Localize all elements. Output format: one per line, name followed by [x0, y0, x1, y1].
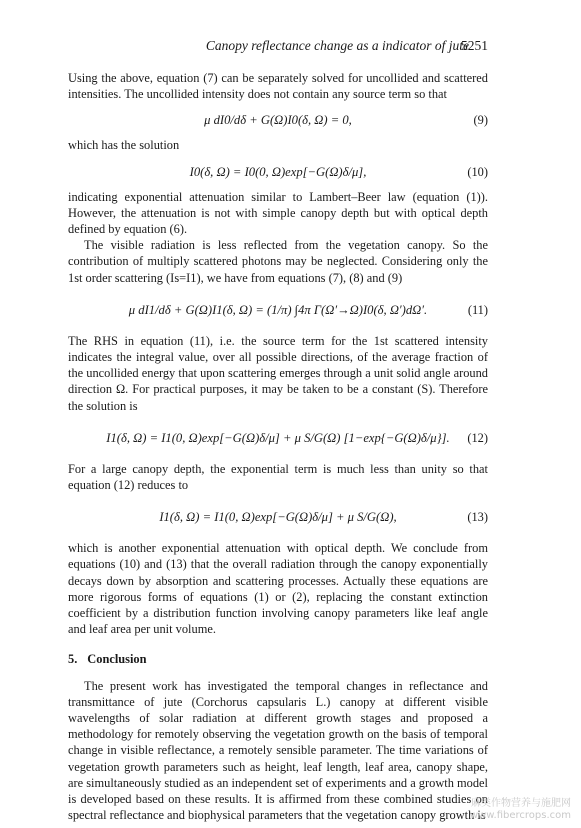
paragraph-5: The RHS in equation (11), i.e. the source term for the 1st scattered intensity indicates the integral value, over all possible directions, of the average fraction of the uncollided energy that upon scattering emerges through a unit solid angle around direction Ω. For practical purposes, it may be taken to be a constant (S). Therefore the solution is [68, 333, 488, 413]
article-body [68, 70, 488, 824]
paragraph-1: Using the above, equation (7) can be separately solved for uncollided and scattered intensities. The uncollided intensity does not contain any source term so that [68, 71, 488, 102]
section-title: Conclusion [87, 652, 147, 667]
equation-11: μ dI1/dδ + G(Ω)I1(δ, Ω) = (1/π) ∫4π Γ(Ω′→Ω)I0(δ, Ω′)dΩ′. [128, 302, 428, 317]
equation-13: I1(δ, Ω) = I1(0, Ω)exp[−G(Ω)δ/μ] + μ S/G(Ω), [159, 510, 397, 525]
equation-10: I0(δ, Ω) = I0(0, Ω)exp[−G(Ω)δ/μ], [189, 164, 367, 179]
section-number: 5. [68, 652, 78, 667]
equation-12-row [68, 418, 488, 458]
running-title: Canopy reflectance change as a indicator of jute [205, 38, 469, 53]
page-number: 5251 [461, 38, 488, 53]
watermark-line-2: www.fibercrops.com [469, 810, 571, 821]
paragraph-2: which has the solution [68, 138, 180, 153]
paragraph-7: which is another exponential attenuation with optical depth. We conclude from equations (10) and (13) that the overall radiation through the canopy exponentially decays down by absorption and scattering processes. Actually these equations are more rigorous forms of equations (1) or (2), replacing the constant extinction coefficient by a distribution function involving canopy parameters like leaf angle and leaf area per unit volume. [68, 541, 488, 637]
equation-12-number: (12) [467, 430, 488, 445]
page-header [0, 38, 581, 56]
paragraph-8: The present work has investigated the temporal changes in reflectance and transmittance of jute (Corchorus capsularis L.) canopy at different visible wavelengths of solar radiation at different growth stages and proposed a methodology for remotely observing the vegetation growth on the basis of temporal change in visible reflectance, a remotely sensible parameter. The time variations of vegetation growth parameters such as height, leaf length, leaf area, canopy shape, are simultaneously studied as an independent set of experiments and a growth model is developed based on these results. It is affirmed from these combined studies on spectral reflectance and biophysical parameters that the vegetation canopy growth is [68, 678, 488, 823]
paragraph-6: For a large canopy depth, the exponential term is much less than unity so that equation (12) reduces to [68, 461, 488, 493]
paragraph-4: The visible radiation is less reflected from the vegetation canopy. So the contribution of multiply scattered photons may be neglected. Considering only the 1st order scattering (Is=I1), we have from equations (7), (8) and (9) [68, 238, 488, 285]
equation-10-row [68, 158, 488, 186]
equation-10-number: (10) [467, 164, 488, 179]
equation-9-row [68, 106, 488, 134]
equation-11-number: (11) [467, 302, 488, 317]
equation-13-row [68, 497, 488, 537]
site-watermark [470, 798, 571, 822]
paragraph-3: indicating exponential attenuation similar to Lambert–Beer law (equation (1)). However, the attenuation is not with simple canopy depth but with optical depth defined by equation (6). [68, 189, 488, 237]
equation-9: μ dI0/dδ + G(Ω)I0(δ, Ω) = 0, [204, 113, 352, 128]
equation-11-row [68, 290, 488, 330]
section-heading [68, 651, 488, 667]
equation-13-number: (13) [467, 510, 488, 525]
equation-12: I1(δ, Ω) = I1(0, Ω)exp[−G(Ω)δ/μ] + μ S/G(Ω) [1−exp{−G(Ω)δ/μ}]. [106, 430, 450, 445]
equation-9-number: (9) [473, 113, 488, 128]
watermark-line-1: 麻类作物营养与施肥网 [471, 798, 571, 809]
